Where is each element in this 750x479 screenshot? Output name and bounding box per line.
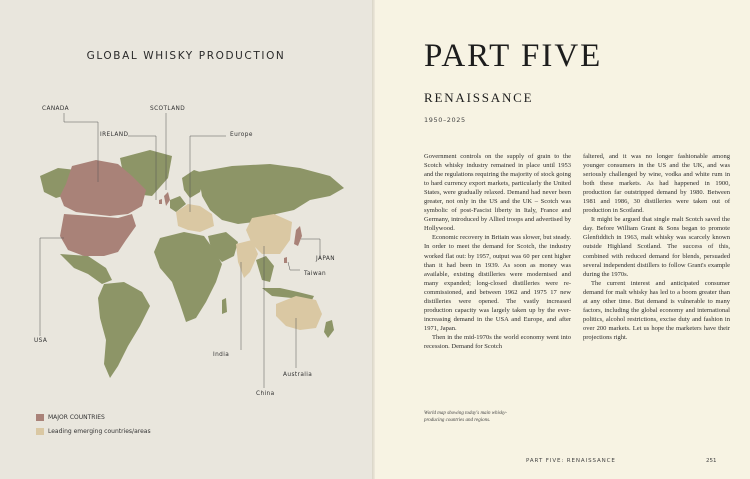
legend-swatch-major — [36, 414, 44, 421]
running-head: PART FIVE: RENAISSANCE — [526, 458, 616, 464]
body-column-2 — [583, 152, 730, 342]
part-title: PART FIVE — [424, 38, 603, 74]
chapter-years: 1950–2025 — [424, 116, 466, 124]
uk-shape — [164, 192, 170, 206]
label-ireland: IRELAND — [100, 132, 129, 138]
legend-emerging — [36, 428, 151, 435]
label-scotland: SCOTLAND — [150, 106, 186, 112]
europe-emerging-shape — [176, 204, 214, 232]
new-zealand-shape — [324, 320, 334, 338]
label-japan: JAPAN — [316, 256, 335, 262]
paragraph: Economic recovery in Britain was slower, but steady. In order to meet the demand for Scotch, the industry worked flat out: by 1957, output was 60 per cent higher than it had been in 1939. As soon as money was available, existing distilleries were modernised and many expanded; long-closed distilleries were re-commissioned, and between 1962 and 1975 17 new distilleries were opened. The vastly increased production capacity was largely taken up by the ever-increasing demand in the USA and Europe, and after 1971, Japan. — [424, 234, 571, 332]
southeast-asia-shape — [256, 256, 274, 282]
map-caption: World map showing today's main whisky-producing countries and regions. — [424, 411, 507, 423]
taiwan-shape — [284, 257, 287, 263]
japan-shape — [294, 226, 302, 246]
label-taiwan: Taiwan — [304, 271, 327, 277]
paragraph: Then in the mid-1970s the world economy went into recession. Demand for Scotch — [424, 333, 571, 350]
legend-major — [36, 414, 105, 421]
south-america-shape — [98, 282, 150, 378]
body-column-1 — [424, 152, 571, 351]
paragraph: The current interest and anticipated consumer demand for malt whisky has led to a boom greater than at any other time. But demand is vulnerable to many factors, including the global economy and international politics, alcohol restrictions, excise duty and fashion in over 200 markets. Let us hope the marketers have their projections right. — [583, 279, 730, 341]
mexico-shape — [60, 254, 112, 284]
ireland-shape — [159, 199, 162, 204]
chapter-title: RENAISSANCE — [424, 90, 534, 105]
label-india: India — [213, 352, 230, 358]
label-china: China — [256, 391, 275, 397]
label-usa: USA — [34, 338, 48, 344]
legend-swatch-emerging — [36, 428, 44, 435]
map-title: GLOBAL WHISKY PRODUCTION — [86, 50, 286, 62]
taiwan-leader — [288, 262, 300, 270]
page-number: 251 — [706, 458, 717, 464]
paragraph: faltered, and it was no longer fashionable among younger consumers in the US and the UK, and was seriously challenged by wine, vodka and white rum in both these markets. As had happened in 1900, production far outstripped demand by 1980. Between 1981 and 1986, 30 distilleries were taken out of production in Scotland. — [583, 153, 730, 215]
usa-shape — [60, 214, 136, 256]
madagascar-shape — [222, 298, 227, 314]
usa-leader — [40, 238, 64, 336]
australia-shape — [276, 296, 322, 330]
paragraph: It might be argued that single malt Scotch saved the day. Before William Grant & Sons began to promote Glenfiddich in 1963, malt whisky was scarcely known outside Highland Scotland. The success of this, combined with reduced demand for blends, persuaded several independent distillers to follow Grant's example during the 1970s. — [583, 216, 730, 278]
label-europe: Europe — [230, 132, 253, 138]
label-canada: CANADA — [42, 106, 70, 112]
paragraph: Government controls on the supply of grain to the Scotch whisky industry remained in place until 1953 and the regulations requiring the majority of stock going to hard currency export markets, particularly the United States, were gradually relaxed. Demand had never been greater, not only in the US and the UK – Scotch was symbolic of post-Fascist liberty in Italy, France and Germany, introduced by Allied troops and advertised by Hollywood. — [424, 153, 571, 233]
legend-emerging-label: Leading emerging countries/areas — [48, 428, 151, 435]
label-australia: Australia — [283, 372, 313, 378]
legend-major-label: MAJOR COUNTRIES — [48, 414, 105, 421]
world-map — [0, 0, 372, 479]
